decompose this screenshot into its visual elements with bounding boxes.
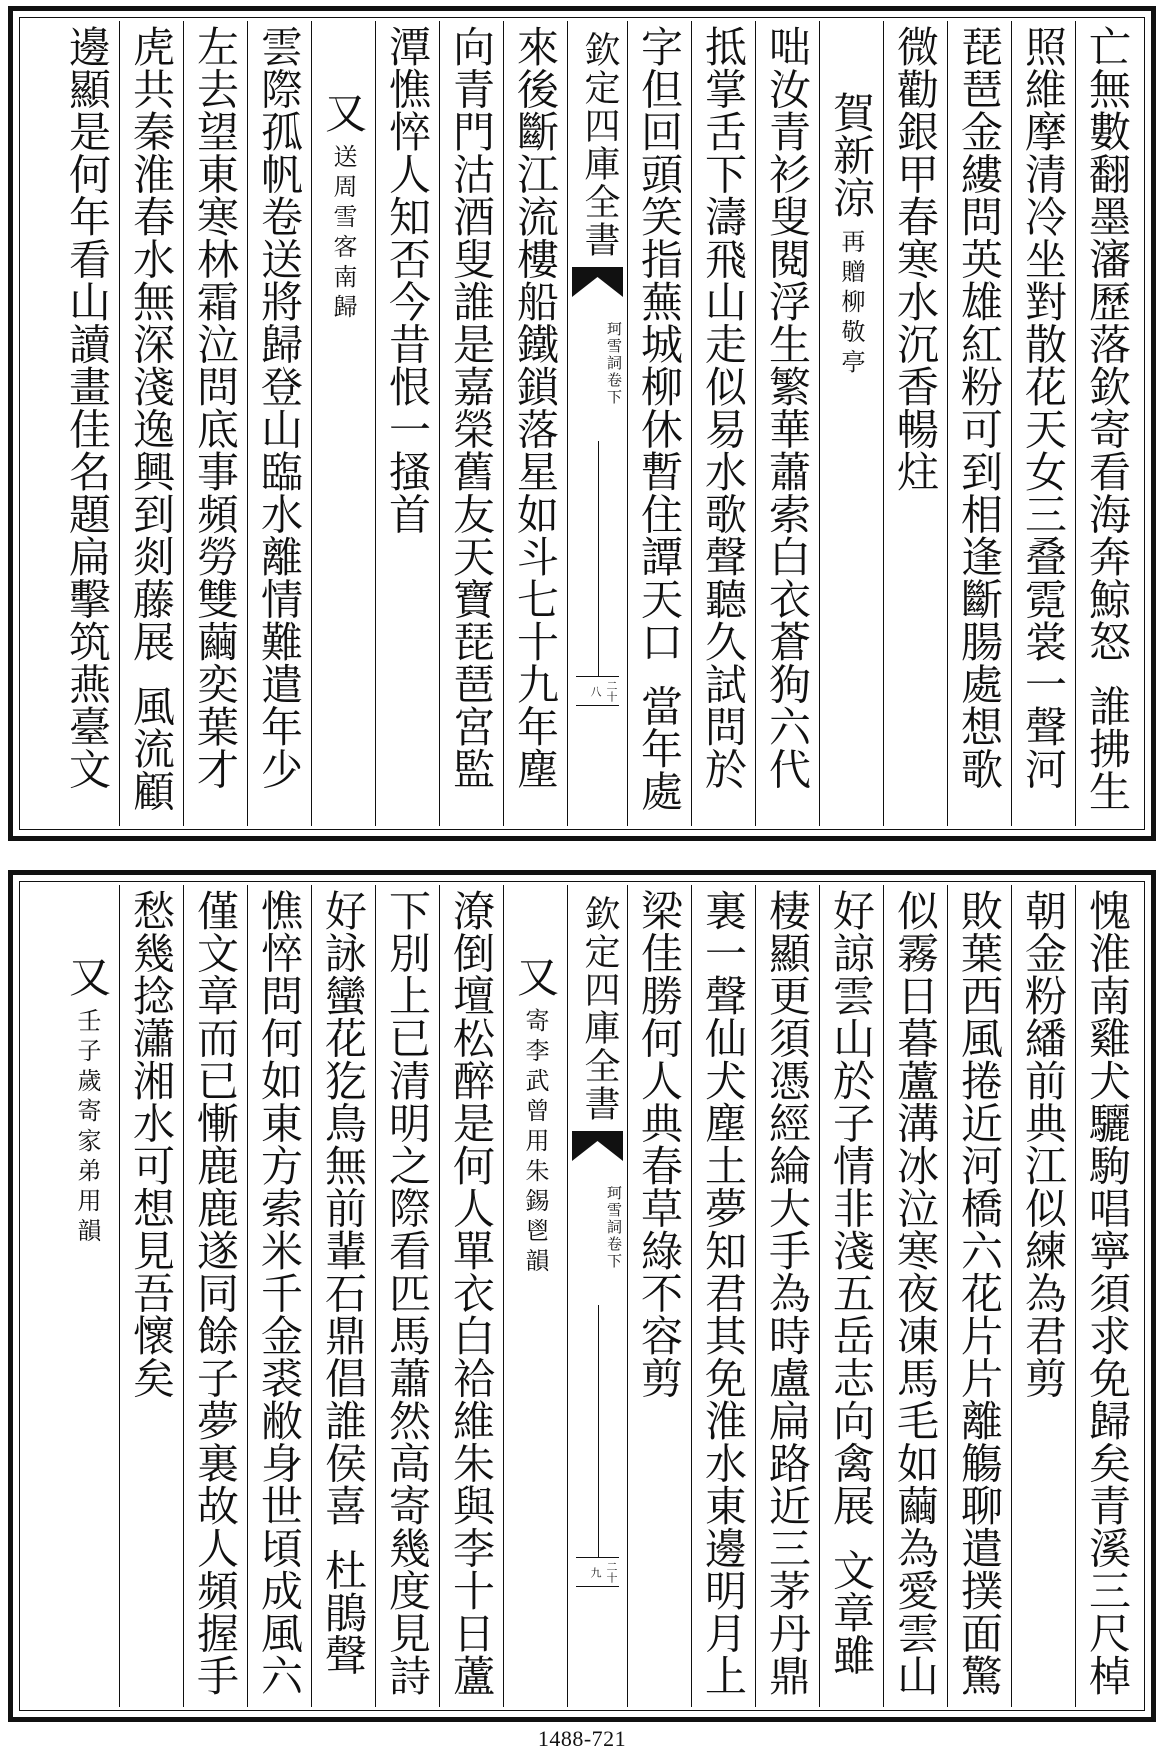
column-text: 愁幾捻瀟湘水可想見吾懷矣 xyxy=(127,889,176,1399)
column-text: 梁佳勝何人典春草綠不容剪 xyxy=(635,889,684,1399)
column-text: 亡無數翻墨瀋歷落欽寄看海奔鯨怒 xyxy=(1083,25,1132,663)
text-column xyxy=(311,885,375,1707)
text-column xyxy=(247,885,311,1707)
text-column xyxy=(627,21,691,826)
text-column xyxy=(311,21,375,826)
column-text: 微勸銀甲春寒水沉香暢炷 xyxy=(891,25,940,493)
poem-title: 賀新涼 xyxy=(827,91,876,219)
column-text: 愧淮南雞犬驪駒唱寧須求免歸矣青溪三尺棹 xyxy=(1083,889,1132,1697)
book-title: 欽定四庫全書 xyxy=(579,895,620,1123)
text-column xyxy=(819,21,883,826)
collection-name: 珂雪詞 xyxy=(605,321,623,372)
text-column xyxy=(1075,885,1139,1707)
column-text: 字但回頭笑指蕪城柳休暫住譚天口 xyxy=(635,25,684,663)
bottom-columns xyxy=(25,885,1139,1707)
text-column xyxy=(1075,21,1139,826)
column-text: 邊顯是何年看山讀畫佳名題扁擊筑燕臺文 xyxy=(63,25,112,790)
text-column xyxy=(627,885,691,1707)
volume-name: 卷下 xyxy=(605,372,623,406)
fold-line xyxy=(598,1305,599,1557)
top-book-page xyxy=(8,6,1156,841)
column-text: 下別上已清明之際看匹馬蕭然高寄幾度見詩 xyxy=(383,889,432,1697)
text-column xyxy=(119,885,183,1707)
text-column xyxy=(1011,885,1075,1707)
text-column xyxy=(183,885,247,1707)
column-text: 裏一聲仙犬塵土夢知君其免淮水東邊明月上 xyxy=(699,889,748,1697)
column-text: 抵掌舌下濤飛山走似易水歌聲聽久試問於 xyxy=(699,25,748,790)
text-column xyxy=(503,885,567,1707)
text-column xyxy=(183,21,247,826)
poem-subtitle-note: 再贈柳敬亭 xyxy=(837,228,865,379)
poem-title: 又 xyxy=(511,955,560,998)
column-text: 憔悴問何如東方索米千金裘敝身世頃成風六 xyxy=(255,889,304,1697)
volume-label xyxy=(572,1185,623,1305)
column-text: 好諒雲山於子情非淺五岳志向禽展 xyxy=(827,889,876,1527)
volume-label xyxy=(572,321,623,441)
column-text: 潦倒壇松醉是何人單衣白袷維朱與李十日蘆 xyxy=(447,889,496,1697)
column-text-continued: 文章雖 xyxy=(827,1548,876,1676)
column-text: 向青門沽酒叟誰是嘉榮舊友天寶琵琶宮監 xyxy=(447,25,496,790)
top-columns xyxy=(25,21,1139,826)
text-column xyxy=(503,21,567,826)
center-fold-column xyxy=(567,885,627,1707)
text-column xyxy=(1011,21,1075,826)
text-column xyxy=(947,21,1011,826)
poem-subtitle-note: 壬子歲寄家弟用韻 xyxy=(73,1007,101,1248)
text-column xyxy=(947,885,1011,1707)
center-fold-column xyxy=(567,21,627,826)
column-text: 琵琶金縷問英雄紅粉可到相逢斷腸處想歌 xyxy=(955,25,1004,790)
fish-tail-mark-icon xyxy=(572,1131,623,1161)
column-text: 好詠蠻花犵鳥無前輩石鼎倡誰侯喜 xyxy=(319,889,368,1527)
column-text: 虎共秦淮春水無深淺逸興到剡藤展 xyxy=(127,25,176,663)
bottom-book-page xyxy=(8,870,1156,1722)
text-column xyxy=(119,21,183,826)
text-column xyxy=(691,885,755,1707)
text-column xyxy=(439,21,503,826)
leaf-page-number: 二十八 xyxy=(576,676,619,706)
text-column xyxy=(375,885,439,1707)
column-text: 雲際孤帆卷送將歸登山臨水離情難遣年少 xyxy=(255,25,304,790)
text-column xyxy=(755,21,819,826)
column-text-continued: 杜鵑聲 xyxy=(319,1548,368,1676)
text-column xyxy=(439,885,503,1707)
fish-tail-mark-icon xyxy=(572,267,623,297)
page-footer-number: 1488-721 xyxy=(537,1726,627,1751)
column-text: 棲顯更須憑經綸大手為時盧扁路近三茅丹鼎 xyxy=(763,889,812,1697)
column-text: 似霧日暮蘆溝冰泣寒夜凍馬毛如繭為愛雲山 xyxy=(891,889,940,1697)
column-text: 朝金粉繙前典江似練為君剪 xyxy=(1019,889,1068,1399)
leaf-page-number: 二十九 xyxy=(576,1557,619,1587)
text-column xyxy=(247,21,311,826)
text-column xyxy=(883,21,947,826)
text-column xyxy=(819,885,883,1707)
text-column xyxy=(691,21,755,826)
column-text: 僅文章而已慚鹿鹿遂同餘子夢裏故人頻握手 xyxy=(191,889,240,1697)
book-title: 欽定四庫全書 xyxy=(579,31,620,259)
text-column xyxy=(55,21,119,826)
volume-name: 卷下 xyxy=(605,1236,623,1270)
column-text: 來後斷江流樓船鐵鎖落星如斗七十九年塵 xyxy=(511,25,560,790)
column-text: 左去望東寒林霜泣問底事頻勞雙繭奕葉才 xyxy=(191,25,240,790)
column-text: 潭憔悴人知否今昔恨一搔首 xyxy=(383,25,432,535)
poem-subtitle-note: 送周雪客南歸 xyxy=(329,143,357,324)
poem-subtitle-note: 寄李武曾用朱錫鬯韻 xyxy=(521,1007,549,1278)
poem-title: 又 xyxy=(63,955,112,998)
poem-title: 又 xyxy=(319,91,368,134)
text-column xyxy=(755,885,819,1707)
text-column xyxy=(55,885,119,1707)
column-text-continued: 風流顧 xyxy=(127,684,176,812)
text-column xyxy=(375,21,439,826)
column-text: 照維摩清冷坐對散花天女三叠霓裳一聲河 xyxy=(1019,25,1068,790)
collection-name: 珂雪詞 xyxy=(605,1185,623,1236)
fold-line xyxy=(598,441,599,676)
text-column xyxy=(883,885,947,1707)
column-text-continued: 當年處 xyxy=(635,684,684,812)
column-text-continued: 誰拂生 xyxy=(1083,684,1132,812)
column-text: 敗葉西風捲近河橋六花片片離觴聊遣撲面驚 xyxy=(955,889,1004,1697)
column-text: 咄汝青衫叟閱浮生繁華蕭索白衣蒼狗六代 xyxy=(763,25,812,790)
